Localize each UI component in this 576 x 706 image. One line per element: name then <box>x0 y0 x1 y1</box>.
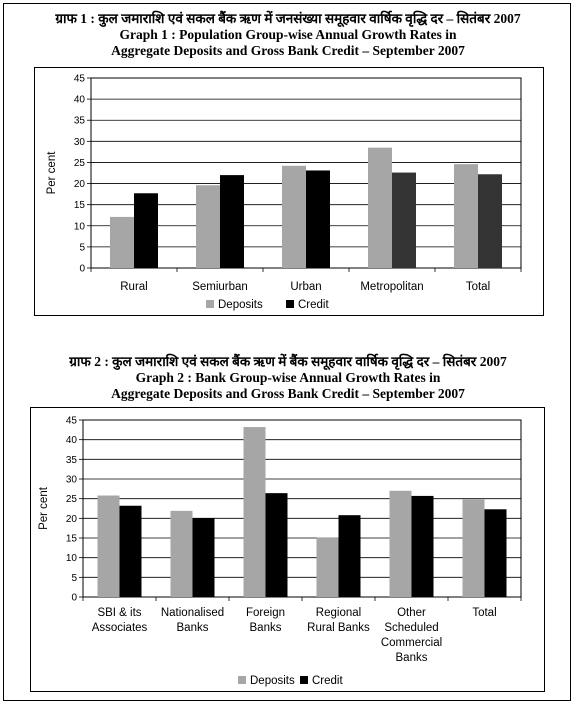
graph2-ytick-label: 20 <box>65 513 77 525</box>
graph2-ytick-label: 5 <box>71 572 77 584</box>
graph2-bar-credit <box>412 496 434 597</box>
graph2-bar-credit <box>485 509 507 597</box>
graph1-category-label: Semiurban <box>192 281 248 293</box>
graph2-ytick-label: 15 <box>65 533 77 545</box>
graph2-bar-deposits <box>171 511 193 597</box>
graph2-title-hindi: ग्राफ 2 : कुल जमाराशि एवं सकल बैंक ऋण में बैंक समूहवार वार्षिक वृद्धि दर – सितंबर 2007 <box>69 354 507 369</box>
graph1-bar-credit <box>134 193 158 268</box>
graph2-category-label: SBI & its <box>97 607 142 619</box>
graph2-ytick-label: 40 <box>65 435 77 447</box>
graph2-bar-deposits <box>98 496 120 597</box>
graph2-plot-area <box>83 420 521 597</box>
graph2-heading <box>0 354 576 402</box>
graph2-ytick-label: 45 <box>65 415 77 427</box>
graph1-frame <box>34 67 544 316</box>
graph2-ytick-label: 30 <box>65 474 77 486</box>
graph2-bar-deposits <box>390 491 412 597</box>
graph1-ytick-label: 25 <box>73 157 85 169</box>
graph1-title-line1: Graph 1 : Population Group-wise Annual Growth Rates in <box>119 27 457 42</box>
graph1-bar-credit <box>392 173 416 268</box>
graph1-category-label: Total <box>465 281 491 293</box>
graph1-legend-swatch-deposits <box>206 300 214 308</box>
graph1-bar-deposits <box>368 148 392 268</box>
graph1-ytick-label: 15 <box>73 200 85 212</box>
graph1-bar-deposits <box>196 185 220 268</box>
graph2-legend-label-credit: Credit <box>312 675 343 687</box>
graph1-legend-label-deposits: Deposits <box>218 299 263 311</box>
graph2-bar-credit <box>266 493 288 597</box>
graph2-category-label: Associates <box>91 622 148 634</box>
graph2-legend-swatch-credit <box>300 676 308 684</box>
graph1-ytick-label: 40 <box>73 94 85 106</box>
graph2-ylabel: Per cent <box>38 487 50 530</box>
graph1-ytick-label: 10 <box>73 221 85 233</box>
graph1-bar-credit <box>220 175 244 268</box>
graph2-category-label: Regional <box>315 607 362 619</box>
graph2-category-label: Other <box>397 607 426 619</box>
graph1-bar-credit <box>306 170 330 268</box>
graph2-bar-credit <box>120 506 142 597</box>
graph2-ytick-label: 10 <box>65 553 77 565</box>
graph1-ylabel: Per cent <box>46 151 58 195</box>
graph2-category-label: Nationalised <box>160 607 225 619</box>
graph1-ytick-label: 0 <box>79 263 85 275</box>
graph1-category-label: Urban <box>290 281 322 293</box>
graph2-title-line1: Graph 2 : Bank Group-wise Annual Growth Rates in <box>135 370 441 385</box>
graph1-ytick-label: 5 <box>79 242 85 254</box>
graph1-ytick-label: 30 <box>73 136 85 148</box>
graph2-category-label: Commercial <box>380 637 443 649</box>
graph1-ytick-label: 45 <box>73 73 85 85</box>
graph1-ytick-label: 20 <box>73 179 85 191</box>
graph2-category-label: Scheduled <box>384 622 439 634</box>
graph1-legend-label-credit: Credit <box>298 299 329 311</box>
graph2-category-label: Rural Banks <box>307 622 370 634</box>
graph1-bar-credit <box>478 174 502 268</box>
graph2-bar-deposits <box>463 499 485 597</box>
graph1-bar-deposits <box>110 217 134 268</box>
graph2-category-label: Banks <box>395 652 428 664</box>
graph2-category-label: Foreign <box>246 607 285 619</box>
graph1-legend-swatch-credit <box>286 300 294 308</box>
graph1-bar-deposits <box>454 164 478 268</box>
graph2-category-label: Banks <box>249 622 282 634</box>
graph2-category-label: Total <box>472 607 497 619</box>
graph1-title-hindi: ग्राफ 1 : कुल जमाराशि एवं सकल बैंक ऋण में जनसंख्या समूहवार वार्षिक वृद्धि दर – सितंबर 2007 <box>55 11 521 26</box>
graph2-legend-swatch-deposits <box>238 676 246 684</box>
graph1-category-label: Rural <box>120 281 148 293</box>
graph2-ytick-label: 35 <box>65 454 77 466</box>
graph2-bar-credit <box>193 518 215 597</box>
graph2-category-label: Banks <box>176 622 209 634</box>
graph1-category-label: Metropolitan <box>360 281 424 293</box>
graph2-ytick-label: 25 <box>65 494 77 506</box>
graph2-bar-deposits <box>244 427 266 597</box>
graph1-title-line2: Aggregate Deposits and Gross Bank Credit – September 2007 <box>111 43 465 58</box>
graph1-ytick-label: 35 <box>73 115 85 127</box>
graph2-bar-deposits <box>317 538 339 597</box>
graph1-heading <box>0 11 576 59</box>
graph2-frame <box>30 407 545 692</box>
graph2-chart <box>31 408 546 693</box>
graph2-ytick-label: 0 <box>71 592 77 604</box>
graph1-chart <box>35 68 545 317</box>
graph2-legend-label-deposits: Deposits <box>250 675 295 687</box>
graph2-title-line2: Aggregate Deposits and Gross Bank Credit – September 2007 <box>111 386 465 401</box>
graph2-bar-credit <box>339 515 361 597</box>
graph1-bar-deposits <box>282 166 306 268</box>
